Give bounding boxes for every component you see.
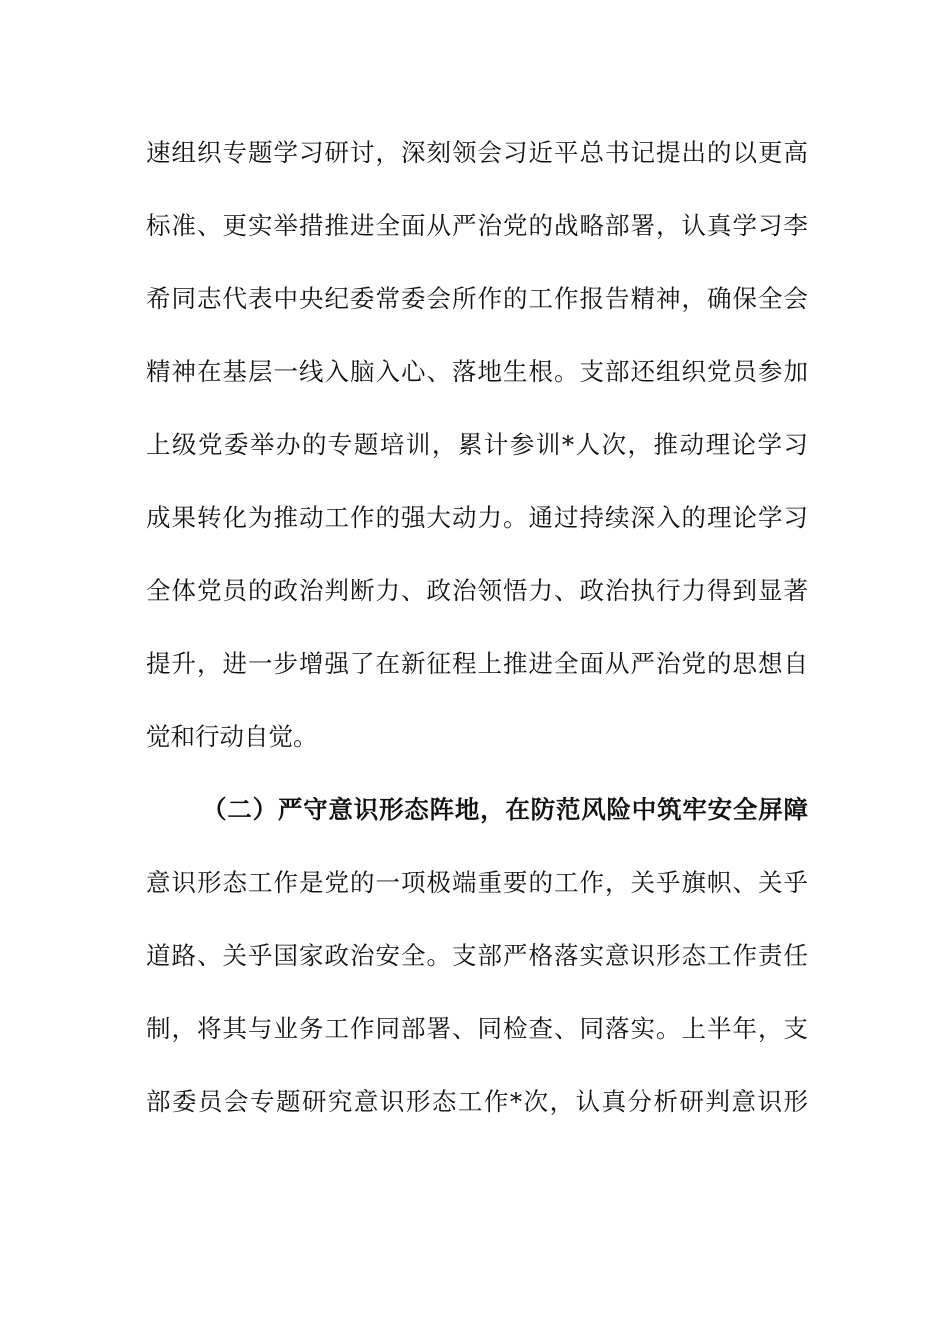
paragraph-2-line-4: 部委员会专题研究意识形态工作*次，认真分析研判意识形 <box>146 1087 808 1116</box>
paragraph-1-line-8: 提升，进一步增强了在新征程上推进全面从严治党的思想自 <box>146 649 808 678</box>
paragraph-1-line-5: 上级党委举办的专题培训，累计参训*人次，推动理论学习 <box>146 430 808 459</box>
paragraph-1-line-3: 希同志代表中央纪委常委会所作的工作报告精神，确保全会 <box>146 284 808 313</box>
paragraph-1-line-2: 标准、更实举措推进全面从严治党的战略部署，认真学习李 <box>146 211 808 240</box>
paragraph-1-line-1: 速组织专题学习研讨，深刻领会习近平总书记提出的以更高 <box>146 138 808 167</box>
paragraph-1-line-7: 全体党员的政治判断力、政治领悟力、政治执行力得到显著 <box>146 576 808 605</box>
paragraph-1-line-9: 觉和行动自觉。 <box>146 722 318 751</box>
paragraph-2-line-2: 道路、关乎国家政治安全。支部严格落实意识形态工作责任 <box>146 941 808 970</box>
paragraph-2-line-3: 制，将其与业务工作同部署、同检查、同落实。上半年，支 <box>146 1014 808 1043</box>
paragraph-1-line-6: 成果转化为推动工作的强大动力。通过持续深入的理论学习 <box>146 503 808 532</box>
paragraph-1-line-4: 精神在基层一线入脑入心、落地生根。支部还组织党员参加 <box>146 357 808 386</box>
section-heading: （二）严守意识形态阵地，在防范风险中筑牢安全屏障 <box>202 795 808 824</box>
paragraph-2-line-1: 意识形态工作是党的一项极端重要的工作，关乎旗帜、关乎 <box>146 868 808 897</box>
